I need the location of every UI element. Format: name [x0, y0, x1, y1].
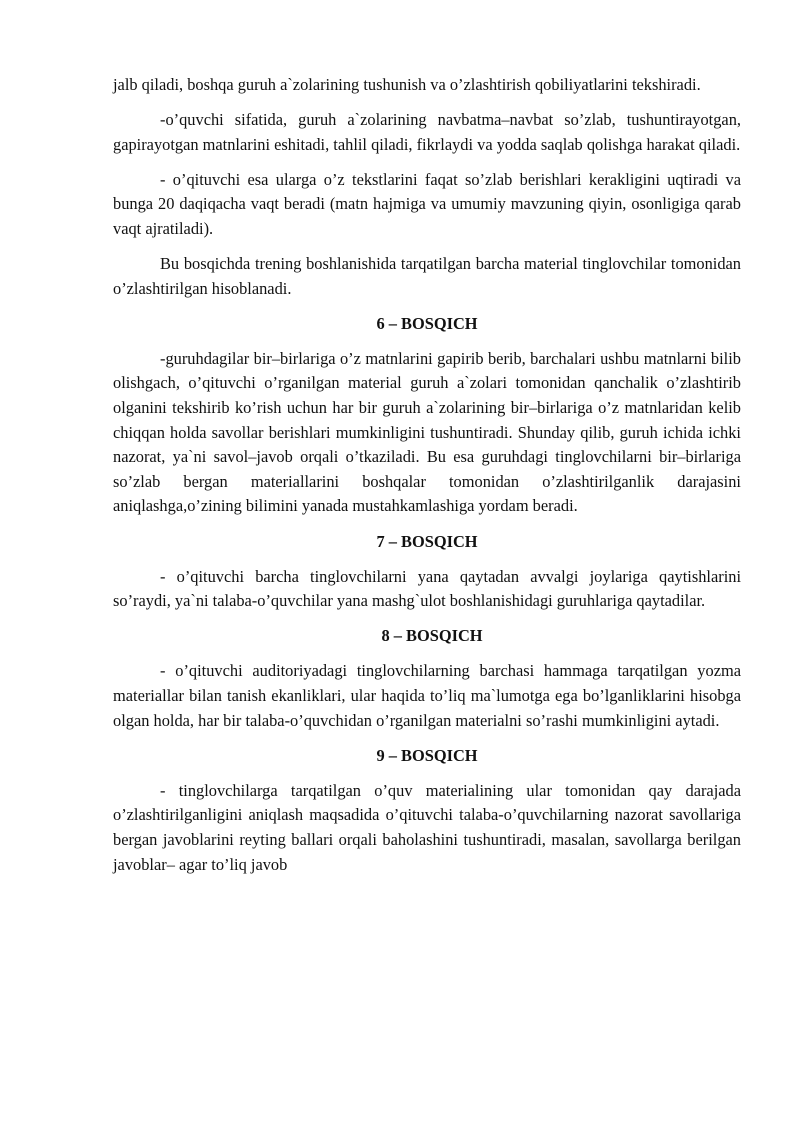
paragraph-stage-8: - o’qituvchi auditoriyadagi tinglovchilarning barchasi hammaga tarqatilgan yozma materiallar bilan tanish ekanliklari, ular haqida to’liq ma`lumotga ega bo’lganliklarini hisobga olgan holda, har bir talaba-o’quvchidan o’rganilgan materialni so’rashi mumkinligini aytadi. — [113, 661, 741, 730]
paragraph-learner-role: -o’quvchi sifatida, guruh a`zolarining navbatma–navbat so’zlab, tushuntirayotgan, gapirayotgan matnlarini eshitadi, tahlil qiladi, fikrlaydi va yodda saqlab qolishga harakat qiladi. — [113, 110, 741, 154]
paragraph-stage-9: - tinglovchilarga tarqatilgan o’quv materialining ular tomonidan qay darajada o’zlashtirilganligini aniqlash maqsadida o’qituvchi talaba-o’quvchilarning nazorat savollariga bergan javoblarini reyting ballari orqali baholashini tushuntiradi, masalan, savollarga berilgan javoblar– agar to’liq javob — [113, 780, 741, 874]
paragraph-teacher-instruction: - o’qituvchi esa ularga o’z tekstlarini faqat so’zlab berishlari kerakligini uqtiradi va bunga 20 daqiqacha vaqt beradi (matn hajmiga va umumiy mavzuning qiyin, osonligiga qarab vaqt ajratiladi). — [113, 169, 741, 238]
heading-stage-7: 7 – BOSQICH — [376, 531, 478, 551]
heading-stage-8: 8 – BOSQICH — [381, 626, 483, 646]
document-page — [113, 73, 741, 888]
heading-stage-6: 6 – BOSQICH — [376, 313, 478, 333]
paragraph-stage-6: -guruhdagilar bir–birlariga o’z matnlarini gapirib berib, barchalari ushbu matnlarni bilib olishgach, o’qituvchi o’rganilgan material guruh a`zolari tomonidan qanchalik o’zlashtirib olganini tekshirib ko’rish uchun har bir guruh a`zolarining bir–birlariga o’z matnlaridan kelib chiqqan holda savollar berishlari mumkinligini tushuntiradi. Shunday qilib, guruh ichida ichki nazorat, ya`ni savol–javob orqali o’tkaziladi. Bu esa guruhdagi tinglovchilarni bir–birlariga so’zlab bergan materiallarini boshqalar tomonidan o’zlashtirilganlik darajasini aniqlashga,o’zining bilimini yanada mustahkamlashiga yordam beradi. — [113, 348, 741, 516]
paragraph-continuation: jalb qiladi, boshqa guruh a`zolarining tushunish va o’zlashtirish qobiliyatlarini tekshiradi. — [113, 75, 701, 94]
heading-stage-9: 9 – BOSQICH — [376, 745, 478, 765]
paragraph-stage-summary: Bu bosqichda trening boshlanishida tarqatilgan barcha material tinglovchilar tomonidan o’zlashtirilgan hisoblanadi. — [113, 254, 741, 298]
paragraph-stage-7: - o’qituvchi barcha tinglovchilarni yana qaytadan avvalgi joylariga qaytishlarini so’raydi, ya`ni talaba-o’quvchilar yana mashg`ulot boshlanishidagi guruhlariga qaytadilar. — [113, 566, 741, 611]
